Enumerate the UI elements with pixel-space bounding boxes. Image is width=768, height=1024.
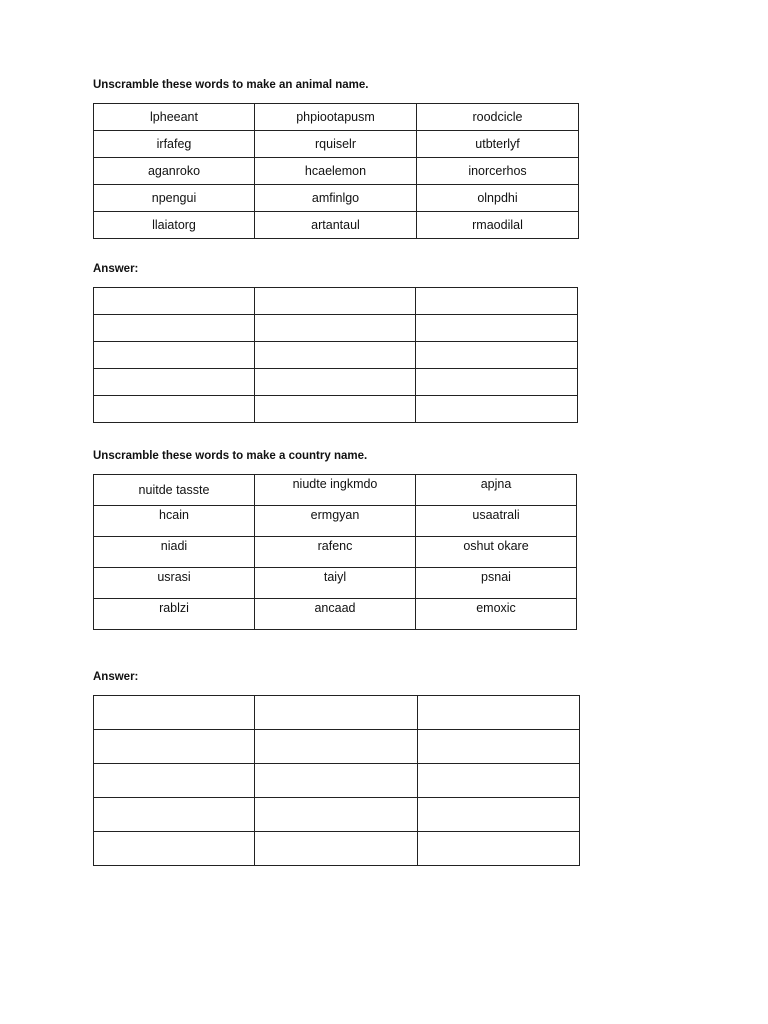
answer-cell[interactable]	[418, 798, 580, 832]
answer-cell[interactable]	[255, 696, 418, 730]
answer-cell[interactable]	[418, 764, 580, 798]
scrambled-word: utbterlyf	[417, 131, 579, 158]
answer-cell[interactable]	[94, 369, 255, 396]
table-row	[94, 396, 578, 423]
table-row	[94, 599, 577, 630]
table-row	[94, 730, 580, 764]
animal-scramble-table	[93, 103, 579, 239]
scrambled-word: rquiselr	[255, 131, 417, 158]
table-row	[94, 537, 577, 568]
scrambled-word: hcain	[94, 506, 255, 537]
answer-cell[interactable]	[94, 832, 255, 866]
country-answer-table	[93, 695, 580, 866]
scrambled-word: psnai	[416, 568, 577, 599]
scrambled-word: emoxic	[416, 599, 577, 630]
animal-answer-label: Answer:	[93, 263, 139, 275]
table-row	[94, 158, 579, 185]
answer-cell[interactable]	[255, 730, 418, 764]
table-row	[94, 764, 580, 798]
answer-cell[interactable]	[255, 798, 418, 832]
scrambled-word: rmaodilal	[417, 212, 579, 239]
table-row	[94, 288, 578, 315]
answer-cell[interactable]	[255, 396, 416, 423]
answer-cell[interactable]	[94, 764, 255, 798]
answer-cell[interactable]	[255, 288, 416, 315]
answer-cell[interactable]	[255, 369, 416, 396]
table-row	[94, 832, 580, 866]
answer-cell[interactable]	[94, 315, 255, 342]
scrambled-word: llaiatorg	[94, 212, 255, 239]
scrambled-word: oshut okare	[416, 537, 577, 568]
scrambled-word: taiyl	[255, 568, 416, 599]
scrambled-word: aganroko	[94, 158, 255, 185]
table-row	[94, 104, 579, 131]
answer-cell[interactable]	[416, 315, 578, 342]
country-answer-label: Answer:	[93, 671, 139, 683]
scrambled-word: roodcicle	[417, 104, 579, 131]
scrambled-word: niudte ingkmdo	[255, 475, 416, 506]
scrambled-word: hcaelemon	[255, 158, 417, 185]
scrambled-word: usaatrali	[416, 506, 577, 537]
answer-cell[interactable]	[94, 288, 255, 315]
scrambled-word: apjna	[416, 475, 577, 506]
animal-section-heading: Unscramble these words to make an animal name.	[93, 79, 369, 91]
answer-cell[interactable]	[416, 288, 578, 315]
answer-cell[interactable]	[94, 696, 255, 730]
table-row	[94, 212, 579, 239]
answer-cell[interactable]	[94, 798, 255, 832]
scrambled-word: npengui	[94, 185, 255, 212]
table-row	[94, 506, 577, 537]
country-section-heading: Unscramble these words to make a country name.	[93, 450, 368, 462]
answer-cell[interactable]	[94, 342, 255, 369]
scrambled-word: nuitde tasste	[94, 475, 255, 506]
scrambled-word: usrasi	[94, 568, 255, 599]
table-row	[94, 568, 577, 599]
answer-cell[interactable]	[255, 832, 418, 866]
scrambled-word: rablzi	[94, 599, 255, 630]
scrambled-word: ancaad	[255, 599, 416, 630]
country-scramble-table	[93, 474, 577, 630]
animal-answer-table	[93, 287, 578, 423]
answer-cell[interactable]	[94, 396, 255, 423]
table-row	[94, 798, 580, 832]
answer-cell[interactable]	[255, 764, 418, 798]
table-row	[94, 131, 579, 158]
answer-cell[interactable]	[255, 342, 416, 369]
scrambled-word: lpheeant	[94, 104, 255, 131]
answer-cell[interactable]	[255, 315, 416, 342]
table-row	[94, 369, 578, 396]
scrambled-word: phpiootapusm	[255, 104, 417, 131]
scrambled-word: ermgyan	[255, 506, 416, 537]
table-row	[94, 475, 577, 506]
answer-cell[interactable]	[416, 342, 578, 369]
scrambled-word: niadi	[94, 537, 255, 568]
scrambled-word: olnpdhi	[417, 185, 579, 212]
scrambled-word: irfafeg	[94, 131, 255, 158]
answer-cell[interactable]	[418, 730, 580, 764]
answer-cell[interactable]	[416, 369, 578, 396]
answer-cell[interactable]	[416, 396, 578, 423]
scrambled-word: artantaul	[255, 212, 417, 239]
scrambled-word: inorcerhos	[417, 158, 579, 185]
answer-cell[interactable]	[418, 832, 580, 866]
table-row	[94, 185, 579, 212]
scrambled-word: amfinlgo	[255, 185, 417, 212]
table-row	[94, 342, 578, 369]
answer-cell[interactable]	[418, 696, 580, 730]
scrambled-word: rafenc	[255, 537, 416, 568]
table-row	[94, 696, 580, 730]
answer-cell[interactable]	[94, 730, 255, 764]
table-row	[94, 315, 578, 342]
